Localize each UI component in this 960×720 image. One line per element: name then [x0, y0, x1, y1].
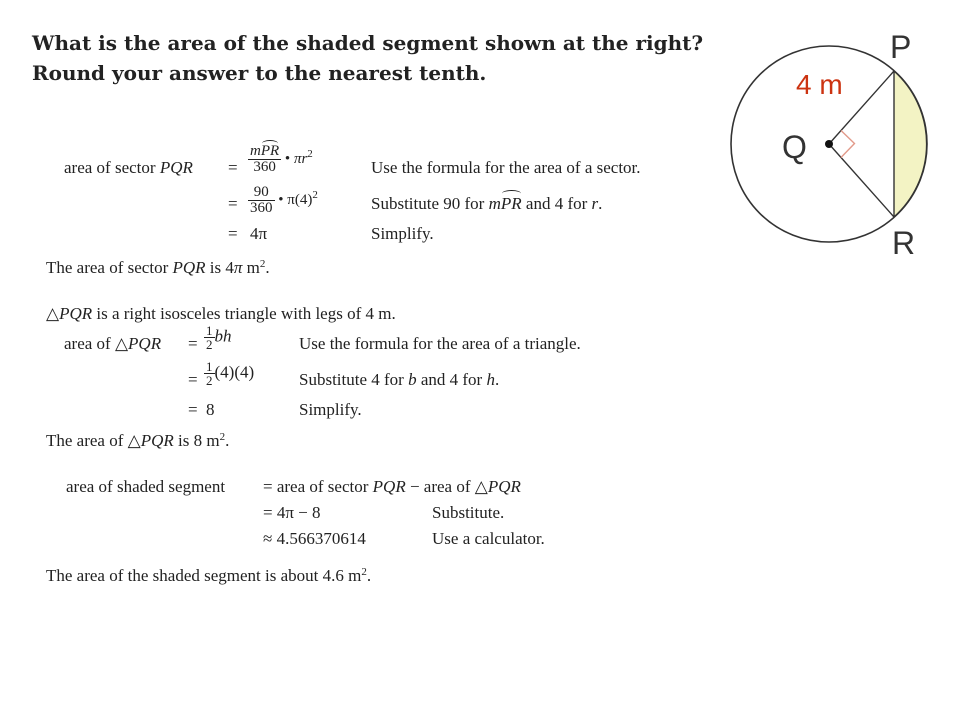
- sector-result: The area of sector PQR is 4π $m^2$.: [46, 258, 270, 277]
- triangle-simplified: 8: [206, 400, 215, 419]
- circle-figure: [720, 20, 950, 270]
- question-line-2: Round your answer to the nearest tenth.: [32, 61, 487, 85]
- segment-result: The area of the shaded segment is about 4.6 $m^2$.: [46, 566, 372, 585]
- triangle-eq-1: =: [188, 334, 198, 353]
- triangle-result: The area of △PQR is 8 $m^2$.: [46, 431, 230, 450]
- triangle-intro: △PQR is a right isosceles triangle with legs of 4 m.: [46, 304, 396, 323]
- triangle-lhs: area of △PQR: [64, 334, 162, 353]
- triangle-note-2: Substitute 4 for b and 4 for h.: [299, 370, 500, 389]
- triangle-substitution: $\frac{1}{2}$ (4)(4): [206, 359, 255, 388]
- sector-note-3: Simplify.: [371, 224, 434, 243]
- sector-eq-2: =: [228, 194, 238, 213]
- sector-eq-1: =: [228, 158, 238, 177]
- sector-simplified: 4π: [250, 224, 268, 243]
- sector-note-2: Substitute 90 for mPR and 4 for r.: [371, 194, 603, 213]
- triangle-formula: $\frac{1}{2}$ bh: [206, 323, 232, 352]
- sector-formula: $\frac{\text{mPR}}{360}$ • $\pi r^2$: [250, 143, 313, 175]
- label-q: Q: [782, 129, 807, 165]
- center-point: [825, 140, 833, 148]
- triangle-note-3: Simplify.: [299, 400, 362, 419]
- triangle-eq-3: =: [188, 400, 198, 419]
- sector-lhs: area of sector PQR: [64, 158, 193, 177]
- label-r: R: [892, 225, 916, 261]
- segment-approx: ≈ 4.566370614: [263, 529, 366, 548]
- question-line-1: What is the area of the shaded segment shown at the right?: [32, 31, 704, 55]
- segment-note-3: Use a calculator.: [432, 529, 545, 548]
- segment-lhs: area of shaded segment: [66, 477, 226, 496]
- sector-eq-3: =: [228, 224, 238, 243]
- segment-note-2: Substitute.: [432, 503, 505, 522]
- triangle-eq-2: =: [188, 370, 198, 389]
- segment-substitution: = 4π − 8: [263, 503, 321, 522]
- radius-label: 4 m: [796, 69, 843, 100]
- triangle-note-1: Use the formula for the area of a triangle.: [299, 334, 581, 353]
- sector-note-1: Use the formula for the area of a sector.: [371, 158, 641, 177]
- shaded-segment: [894, 71, 927, 217]
- label-p: P: [890, 29, 912, 65]
- segment-rhs: = area of sector PQR − area of △PQR: [263, 477, 521, 496]
- sector-substitution: $\frac{90}{360}$ • $\pi(4)^2$: [250, 184, 318, 216]
